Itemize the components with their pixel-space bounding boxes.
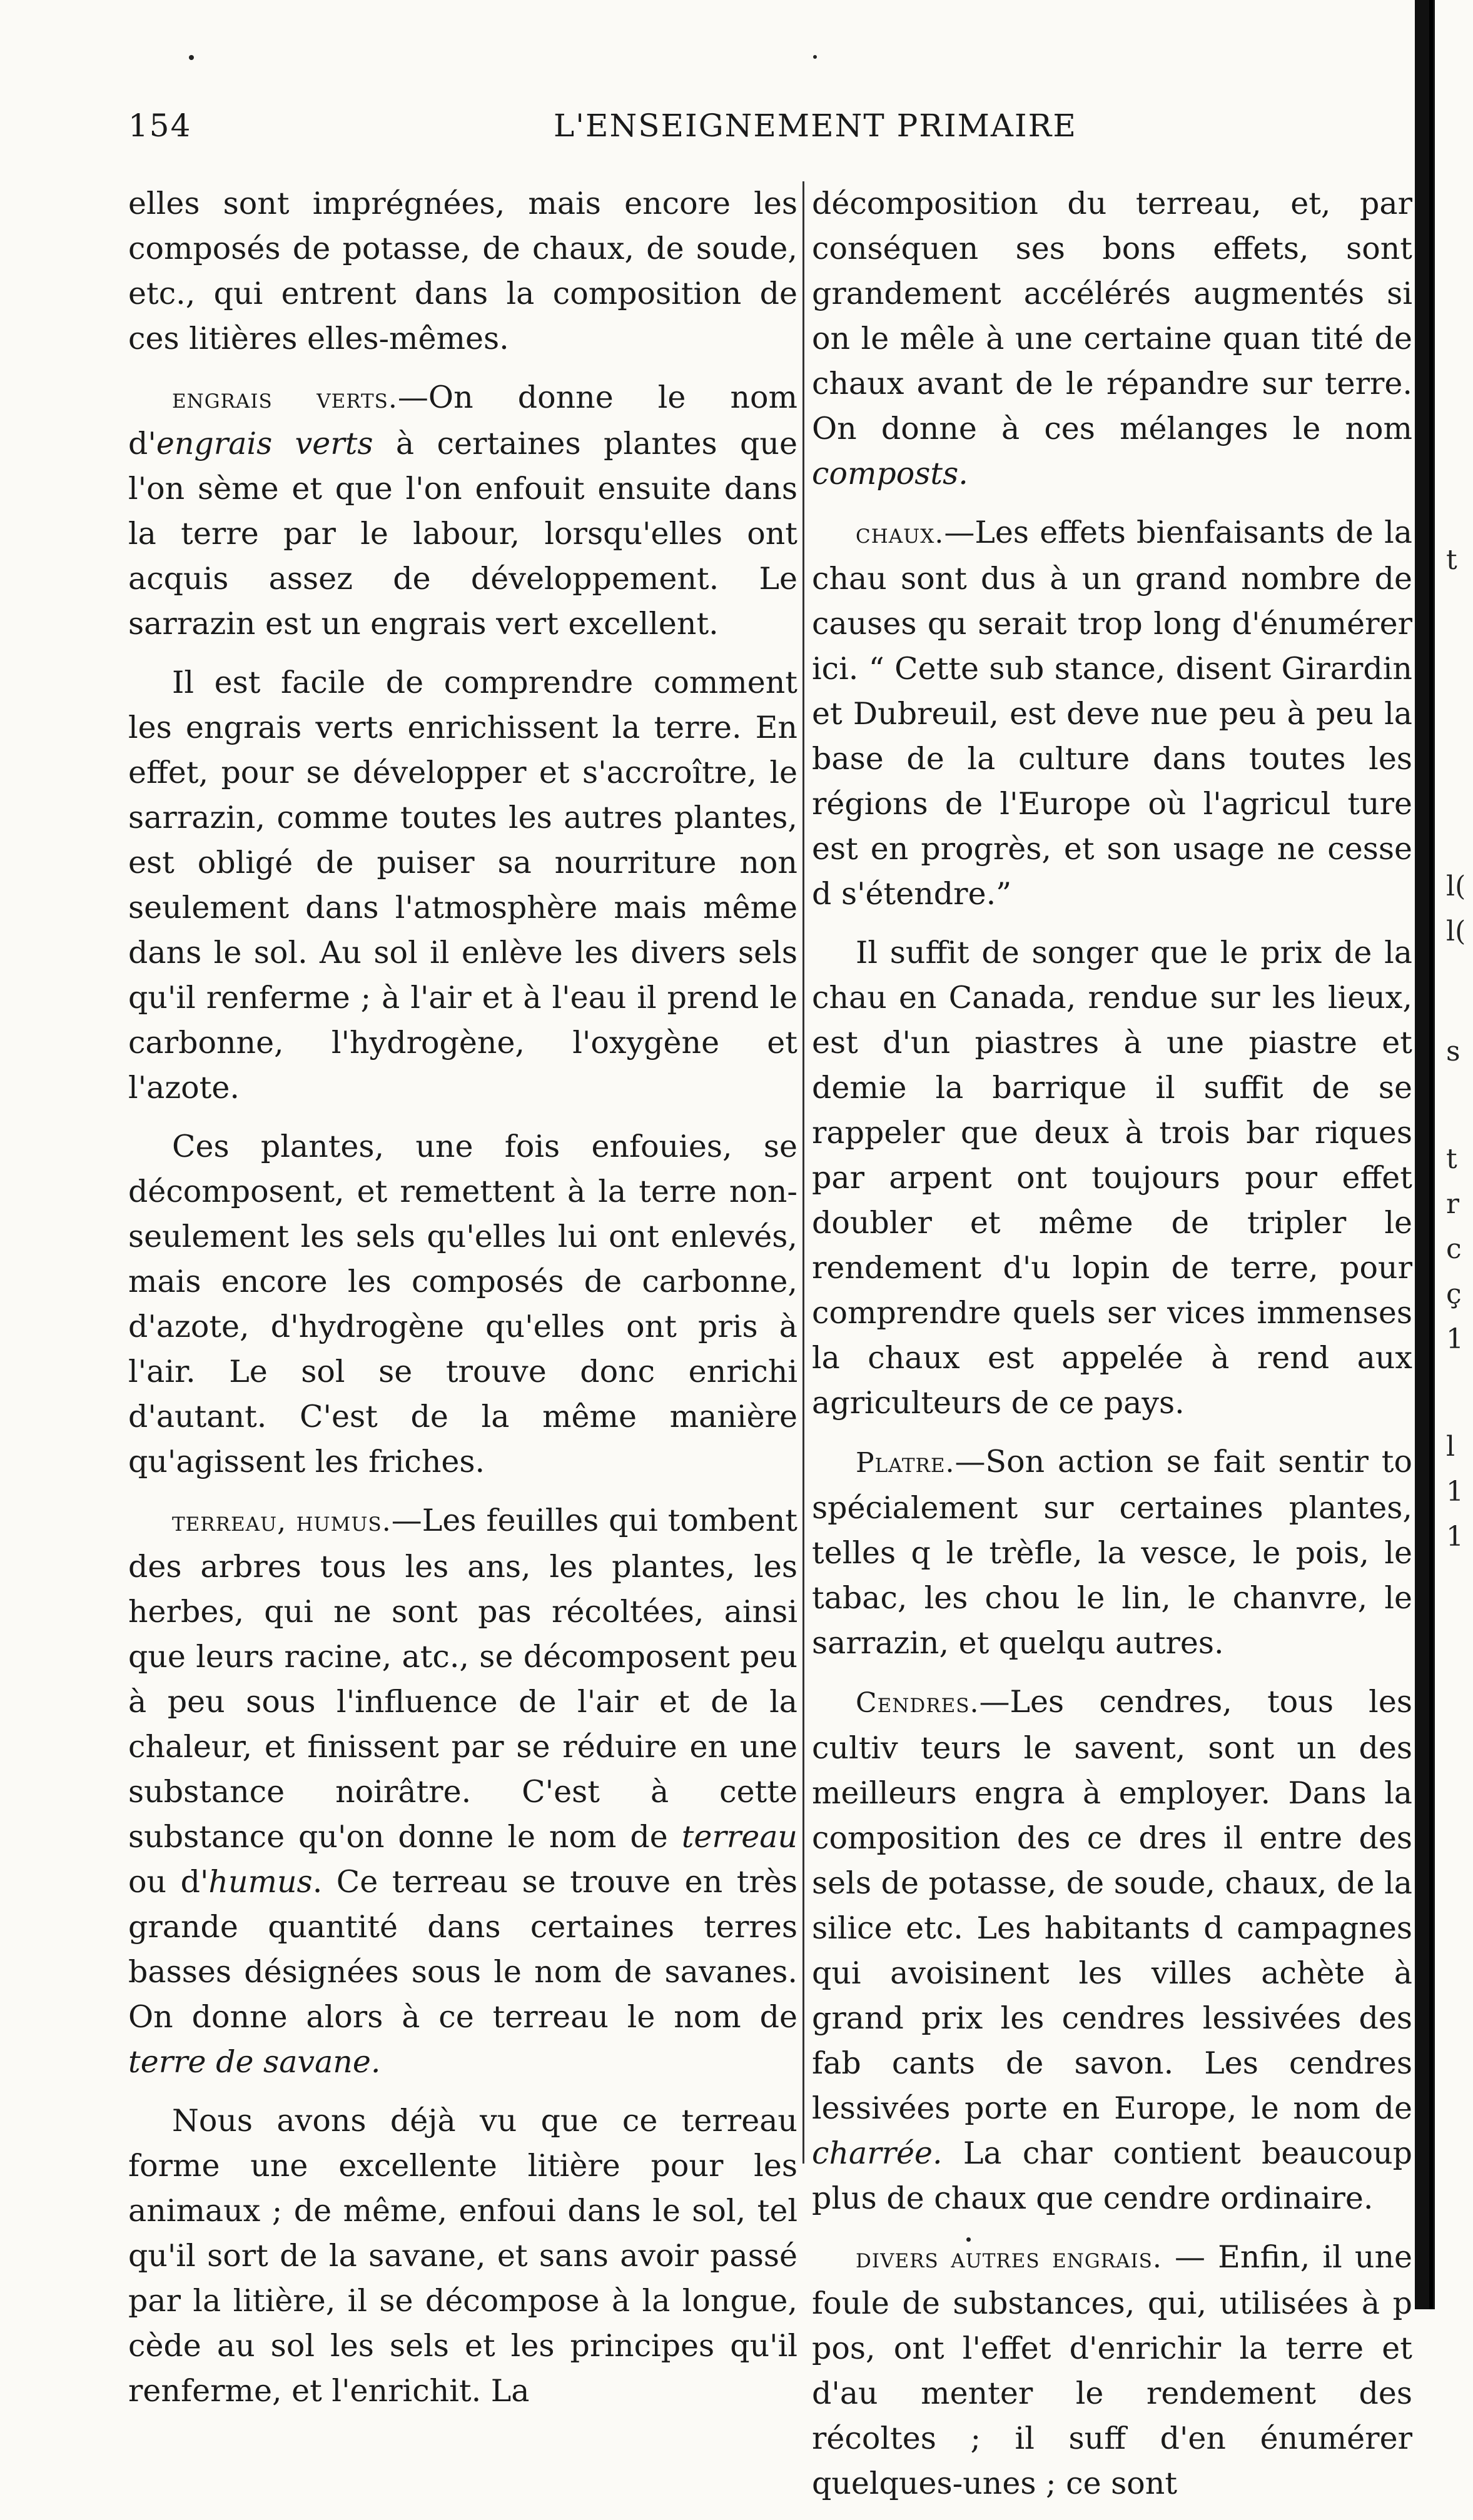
section-heading: terreau, humus. [172, 1506, 392, 1538]
column-divider [802, 181, 804, 2164]
print-speck [189, 55, 194, 60]
margin-fragment: t [1446, 1143, 1457, 1175]
paragraph-engrais-verts: engrais verts.—On donne le nom d'engrais verts à certaines plantes que l'on sème et que l'on enfouit ensuite dans la terre par le labour, lorsqu'elles ont acquis assez de développement. Le sarrazin est un engrais vert excellent. [128, 380, 797, 642]
margin-fragment: 1 [1446, 1476, 1464, 1508]
margin-fragment: r [1446, 1188, 1460, 1220]
paragraph: elles sont imprégnées, mais encore les composés de potasse, de chaux, de soude, etc., qui entrent dans la composition de ces litières elles-mêmes. [128, 186, 797, 356]
print-speck [966, 2237, 971, 2242]
paragraph: Il suffit de songer que le prix de la chau en Canada, rendue sur les lieux, est d'un piastres à une piastre et demie la barrique il suffit de se rappeler que deux à trois bar riques par arpent ont toujours pour effet doubler et même de tripler le rendement d'u lopin de terre, pour comprendre quels ser vices immenses la chaux est appelée à rend aux agriculteurs de ce pays. [812, 935, 1412, 1421]
paragraph-cendres: Cendres.—Les cendres, tous les cultiv teurs le savent, sont un des meilleurs engra à employer. Dans la composition des ce dres il entre des sels de potasse, de soude, chaux, de la silice etc. Les habitants d campagnes qui avoisinent les villes achète à grand prix les cendres lessivées des fab cants de savon. Les cendres lessivées porte en Europe, le nom de charrée. La char contient beaucoup plus de chaux que cendre ordinaire. [812, 1684, 1412, 2216]
running-title: L'ENSEIGNEMENT PRIMAIRE [554, 108, 1077, 144]
section-heading: Platre. [856, 1447, 955, 1479]
margin-fragment: ç [1446, 1278, 1462, 1310]
section-heading: engrais verts. [172, 383, 398, 415]
adjacent-page-fragments [1446, 188, 1471, 1560]
section-heading: Cendres. [856, 1687, 979, 1719]
margin-fragment: c [1446, 1233, 1462, 1265]
margin-fragment: 1 [1446, 1323, 1464, 1355]
paragraph: Nous avons déjà vu que ce terreau forme une excellente litière pour les animaux ; de même, enfoui dans le sol, tel qu'il sort de la savane, et sans avoir passé par la litière, il se décompose à la longue, cède au sol les sels et les principes qu'il renferme, et l'enrichit. La [128, 2103, 797, 2409]
margin-fragment: t [1446, 544, 1457, 576]
paragraph: Il est facile de comprendre comment les engrais verts enrichissent la terre. En effet, pour se développer et s'accroître, le sarrazin, comme toutes les autres plantes, est obligé de puiser sa nourriture non seulement dans l'atmosphère mais même dans le sol. Au sol il enlève les divers sels qu'il renferme ; à l'air et à l'eau il prend le carbonne, l'hydrogène, l'oxygène et l'azote. [128, 665, 797, 1106]
paragraph-divers-engrais: divers autres engrais. — Enfin, il une foule de substances, qui, utilisées à p pos, ont l'effet d'enrichir la terre et d'au menter le rendement des récoltes ; il suff d'en énumérer quelques-unes ; ce sont [812, 2239, 1413, 2501]
paragraph: Ces plantes, une fois enfouies, se décomposent, et remettent à la terre non-seulement les sels qu'elles lui ont enlevés, mais encore les composés de carbonne, d'azote, d'hydrogène qu'elles ont pris à l'air. Le sol se trouve donc enrichi d'autant. C'est de la même manière qu'agissent les friches. [128, 1129, 797, 1479]
paragraph-chaux: chaux.—Les effets bienfaisants de la chau sont dus à un grand nombre de causes qu serait trop long d'énumérer ici. “ Cette sub stance, disent Girardin et Dubreuil, est deve nue peu à peu la base de la culture dans toutes les régions de l'Europe où l'agricul ture est en progrès, et son usage ne cesse d s'étendre.” [812, 515, 1412, 912]
binding-edge [1429, 0, 1433, 2309]
page-number: 154 [128, 108, 192, 144]
print-speck [813, 55, 817, 59]
paragraph: décomposition du terreau, et, par conséquen ses bons effets, sont grandement accélérés augmentés si on le mêle à une certaine quan tité de chaux avant de le répandre sur terre. On donne à ces mélanges le nom composts. [812, 186, 1412, 491]
margin-fragment: 1 [1446, 1521, 1464, 1553]
section-heading: chaux. [856, 518, 944, 550]
running-header [128, 108, 1429, 158]
right-column [812, 181, 1412, 2520]
margin-fragment: l [1446, 1431, 1455, 1463]
margin-fragment: s [1446, 1036, 1460, 1067]
left-column [128, 181, 797, 2427]
margin-fragment: l( [1446, 870, 1466, 902]
margin-fragment: l( [1446, 915, 1466, 947]
paragraph-platre: Platre.—Son action se fait sentir to spécialement sur certaines plantes, telles q le trèfle, la vesce, le pois, le tabac, les chou le lin, le chanvre, le sarrazin, et quelqu autres. [812, 1444, 1412, 1661]
paragraph-terreau-humus: terreau, humus.—Les feuilles qui tombent des arbres tous les ans, les plantes, les herbes, qui ne sont pas récoltées, ainsi que leurs racine, atc., se décomposent peu à peu sous l'influence de l'air et de la chaleur, et finissent par se réduire en une substance noirâtre. C'est à cette substance qu'on donne le nom de terreau ou d'humus. Ce terreau se trouve en très grande quantité dans certaines terres basses désignées sous le nom de savanes. On donne alors à ce terreau le nom de terre de savane. [128, 1503, 797, 2080]
section-heading: divers autres engrais. [856, 2242, 1162, 2274]
